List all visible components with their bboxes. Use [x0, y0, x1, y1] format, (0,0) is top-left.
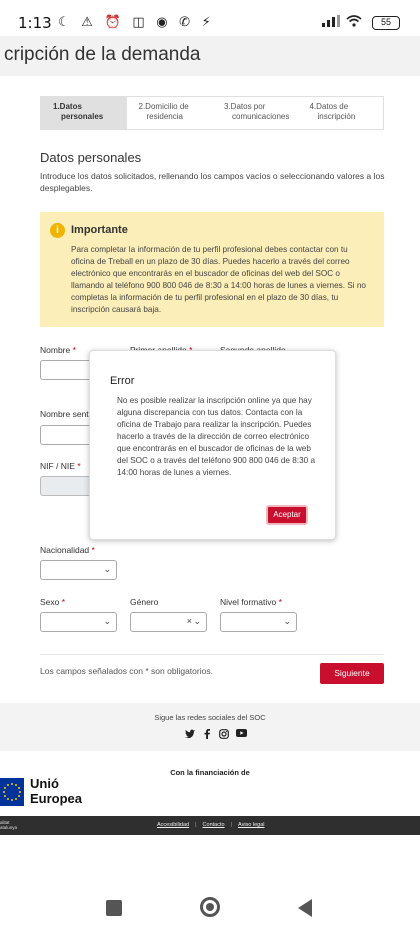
- label-text: Nacionalidad: [40, 545, 90, 555]
- genero-select[interactable]: [130, 612, 207, 632]
- progress-steps: [40, 96, 384, 130]
- warning-text: Para completar la información de tu perfil profesional debes contactar con tu oficina de Treball en un plazo de 30 días. Puedes hacerlo a través del correo electrónico que encontrarás en el buscador de oficinas del web del SOC o llamando al teléfono 900 800 046 de 8:30 a 14:00 horas de lunes a viernes. Si no completas la información de tu perfil profesional en el plazo de 30 días, tu inscripción causará baja.: [71, 245, 366, 314]
- twitter-icon[interactable]: [184, 729, 196, 741]
- financing-text: Con la financiación de: [170, 768, 250, 777]
- required-note: Los campos señalados con * son obligatorios.: [40, 666, 213, 676]
- info-icon: i: [50, 223, 65, 238]
- page-header: [0, 36, 420, 76]
- wifi-icon: [346, 14, 362, 30]
- label-text: Nombre: [40, 345, 71, 355]
- chevron-down-icon: ⌄: [283, 616, 291, 626]
- nivel-formativo-label: [220, 597, 282, 607]
- sexo-select[interactable]: [40, 612, 117, 632]
- label-text: Sexo: [40, 597, 60, 607]
- step-label: residencia: [146, 112, 183, 121]
- nacionalidad-label: [40, 545, 95, 555]
- dialog-title: Error: [110, 375, 135, 387]
- nacionalidad-select[interactable]: [40, 560, 117, 580]
- back-icon[interactable]: [298, 899, 312, 917]
- step-label: 3.Datos por: [224, 102, 266, 111]
- clear-icon[interactable]: ×: [186, 616, 192, 626]
- chevron-down-icon: ⌄: [103, 564, 111, 574]
- label-text: Nivel formativo: [220, 597, 277, 607]
- step-label: personales: [61, 112, 104, 121]
- error-dialog: [89, 350, 336, 540]
- recents-icon[interactable]: [106, 900, 122, 916]
- footer: [0, 816, 420, 835]
- notification-icons: ☾ ⚠ ⏰ ◫ ◉ ✆ ⚡: [58, 14, 215, 29]
- dialog-message: No es posible realizar la inscripción online ya que hay alguna discrepancia con tus datos. Contacta con la oficina de Trabajo para realizar la inscripción. Puedes hacerlo a través de la dirección de correo electrónico que encontrarás en el buscador de oficinas de la web del SOC o a través del teléfono 900 800 046 de 8:30 a 14:00 horas de lunes a viernes.: [117, 396, 316, 477]
- gen-line: alitat: [0, 820, 10, 825]
- nombre-sentido-label: Nombre sent: [40, 409, 89, 419]
- step-datos-personales[interactable]: [41, 97, 127, 129]
- accept-button[interactable]: Aceptar: [266, 505, 308, 525]
- step-comunicaciones[interactable]: [212, 97, 298, 129]
- nivel-formativo-select[interactable]: [220, 612, 297, 632]
- eu-name-line: Unió: [30, 776, 59, 791]
- warning-box: [40, 212, 384, 327]
- home-icon[interactable]: [200, 897, 220, 917]
- instagram-icon[interactable]: [218, 729, 230, 741]
- eu-flag-icon: [0, 778, 24, 806]
- status-bar: [0, 0, 420, 36]
- gen-line: atalunya: [0, 825, 18, 830]
- required-mark: *: [61, 597, 66, 607]
- generalitat-logo: [0, 820, 17, 830]
- facebook-icon[interactable]: [201, 729, 213, 741]
- step-label: inscripción: [317, 112, 356, 121]
- social-text: Sigue las redes sociales del SOC: [154, 713, 266, 722]
- step-inscripcion[interactable]: [298, 97, 384, 129]
- social-section: [0, 703, 420, 751]
- eu-name: [30, 776, 82, 806]
- required-mark: *: [91, 545, 95, 555]
- chevron-down-icon: ⌄: [103, 616, 111, 626]
- navigation-bar: [0, 880, 420, 933]
- label-text: NIF / NIE: [40, 461, 75, 471]
- chevron-down-icon: ⌄: [193, 616, 201, 626]
- required-mark: *: [72, 345, 76, 355]
- step-domicilio[interactable]: [127, 97, 213, 129]
- warning-title: Importante: [71, 224, 128, 236]
- battery-icon: 55: [372, 16, 400, 30]
- section-description: Introduce los datos solicitados, rellenando los campos vacíos o seleccionando valores a los desplegables.: [40, 171, 385, 193]
- contacto-link[interactable]: Contacto: [202, 822, 225, 828]
- required-mark: *: [77, 461, 81, 471]
- nombre-label: [40, 345, 76, 355]
- step-label: 4.Datos de: [309, 102, 349, 111]
- aviso-legal-link[interactable]: Aviso legal: [238, 822, 265, 828]
- divider: [40, 654, 384, 655]
- sexo-label: [40, 597, 65, 607]
- eu-logo: [0, 776, 83, 808]
- status-time: 1:13: [18, 14, 52, 32]
- section-title: Datos personales: [40, 150, 142, 165]
- link-separator: |: [230, 822, 232, 828]
- signal-icon: [322, 14, 340, 32]
- step-label: 2.Domicilio de: [138, 102, 189, 111]
- accesibilidad-link[interactable]: Accesibilidad: [157, 822, 190, 828]
- page-title: cripción de la demanda: [4, 44, 201, 65]
- next-button[interactable]: Siguiente: [320, 663, 384, 684]
- link-separator: |: [195, 822, 197, 828]
- nif-label: [40, 461, 81, 471]
- step-label: comunicaciones: [232, 112, 290, 121]
- genero-label: Género: [130, 597, 159, 607]
- required-mark: *: [278, 597, 282, 607]
- step-label: 1.Datos: [53, 102, 82, 111]
- eu-name-line: Europea: [30, 791, 83, 806]
- youtube-icon[interactable]: [235, 729, 247, 741]
